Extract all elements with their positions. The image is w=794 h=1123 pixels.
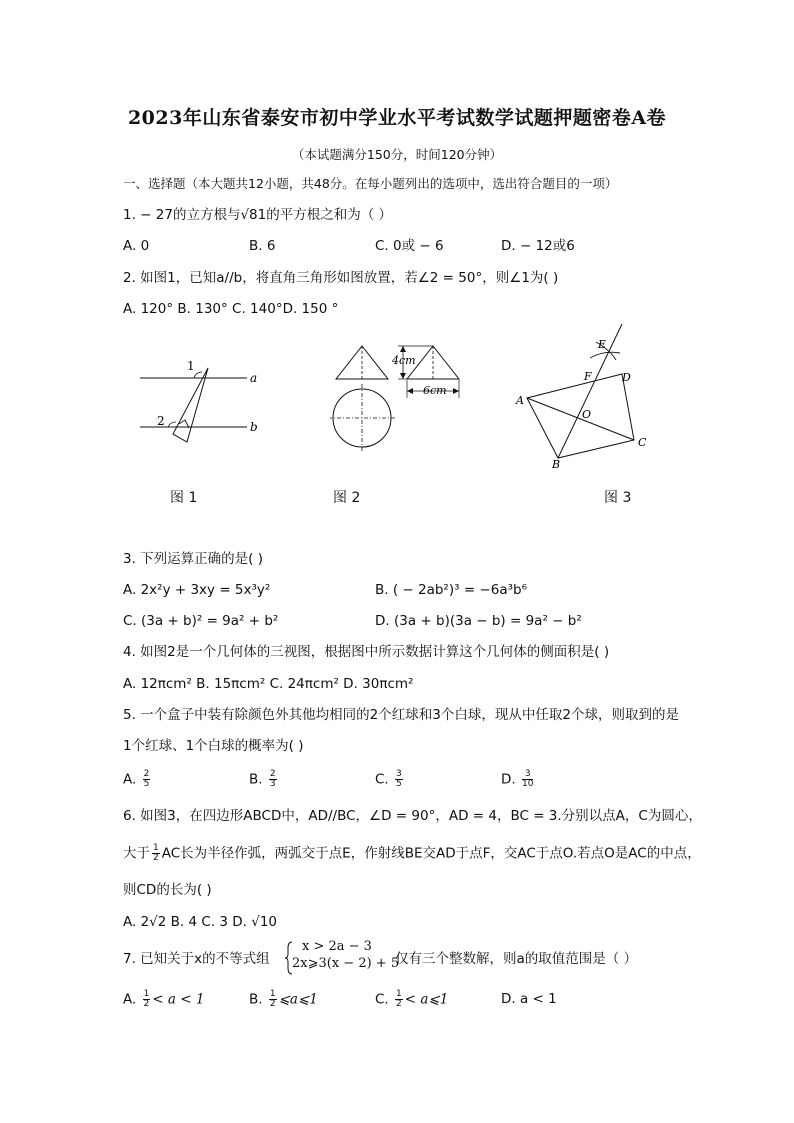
question-3-option-d: D. (3a + b)(3a − b) = 9a² − b² — [375, 613, 582, 629]
figure-2-diagram — [330, 328, 480, 458]
question-5-option-b: B. $\frac{2}{3}$ — [249, 769, 276, 789]
question-7-option-b: B. $\frac{1}{2}$ ⩽a⩽1 — [249, 989, 318, 1009]
inequality-2: 2x⩾3(x − 2) + 5 — [292, 956, 400, 971]
figure-1-label: 图 1 — [170, 490, 198, 506]
question-7-stem-suffix: 仅有三个整数解，则a的取值范围是（ ） — [395, 951, 638, 967]
question-2-options: A. 120° B. 130° C. 140°D. 150 ° — [123, 301, 339, 317]
question-1-option-d: D. − 12或6 — [501, 238, 575, 254]
question-1-stem: 1. − 27的立方根与√81的平方根之和为（ ） — [123, 207, 393, 223]
question-6-options: A. 2√2 B. 4 C. 3 D. √10 — [123, 914, 278, 930]
question-1-option-b: B. 6 — [249, 238, 276, 254]
fraction: $\frac{2}{5}$ — [143, 769, 150, 789]
fraction: $\frac{1}{2}$ — [396, 989, 402, 1009]
question-5-option-a: A. $\frac{2}{5}$ — [123, 769, 150, 789]
fig1-angle-1-label: 1 — [187, 359, 195, 373]
figure-2-label: 图 2 — [333, 490, 361, 506]
question-6-stem-line-1: 6. 如图3，在四边形ABCD中，AD//BC，∠D = 90°，AD = 4，BC = 3.分别以点A，C为圆心， — [123, 808, 702, 824]
fig1-line-a-label: a — [250, 371, 258, 385]
fig3-point-b-label: B — [552, 458, 561, 470]
fig1-line-b-label: b — [250, 420, 258, 434]
figure-1-diagram — [135, 350, 275, 450]
question-5-option-d: D. $\frac{3}{10}$ — [501, 769, 534, 789]
question-1-option-a: A. 0 — [123, 238, 150, 254]
fraction: $\frac{3}{10}$ — [521, 769, 534, 789]
fig3-point-e-label: E — [598, 338, 607, 351]
question-4-options: A. 12πcm² B. 15πcm² C. 24πcm² D. 30πcm² — [123, 676, 414, 692]
fig3-point-o-label: O — [582, 408, 592, 421]
fig3-point-a-label: A — [516, 394, 524, 407]
question-3-stem: 3. 下列运算正确的是( ) — [123, 551, 263, 567]
fig2-height-label: 4cm — [392, 354, 416, 367]
fraction: $\frac{1}{2}$ — [143, 989, 150, 1009]
page-subtitle: （本试题满分150分，时间120分钟） — [291, 147, 503, 162]
question-6-stem-line-2: 大于 $\frac{1}{2}$ AC长为半径作弧，两弧交于点E，作射线BE交AD于点F，交AC于点O.若点O是AC的中点， — [123, 843, 701, 863]
figure-3-diagram — [512, 320, 652, 470]
page-title: 2023年山东省泰安市初中学业水平考试数学试题押题密卷A卷 — [127, 107, 667, 129]
fig3-point-d-label: D — [622, 371, 631, 384]
question-5-stem-line-1: 5. 一个盒子中装有除颜色外其他均相同的2个红球和3个白球，现从中任取2个球，则取到的是 — [123, 707, 679, 723]
question-4-stem: 4. 如图2是一个几何体的三视图，根据图中所示数据计算这个几何体的侧面积是( ) — [123, 644, 610, 660]
question-1-option-c: C. 0或 − 6 — [375, 238, 444, 254]
question-5-option-c: C. $\frac{3}{5}$ — [375, 769, 402, 789]
question-2-stem: 2. 如图1，已知a//b，将直角三角形如图放置，若∠2 = 50°，则∠1为( ) — [123, 270, 559, 286]
question-6-stem-line-3: 则CD的长为( ) — [123, 882, 212, 898]
figure-3-label: 图 3 — [604, 490, 632, 506]
fig3-point-c-label: C — [638, 436, 647, 449]
fraction: $\frac{1}{2}$ — [153, 843, 159, 863]
question-7-stem-prefix: 7. 已知关于x的不等式组 — [123, 951, 270, 967]
question-3-option-c: C. (3a + b)² = 9a² + b² — [123, 613, 279, 629]
question-7-option-c: C. $\frac{1}{2}$ < a⩽1 — [375, 989, 449, 1009]
section-heading: 一、选择题（本大题共12小题，共48分。在每小题列出的选项中，选出符合题目的一项） — [123, 176, 618, 191]
fraction: $\frac{3}{5}$ — [396, 769, 402, 789]
question-7-option-a: A. $\frac{1}{2}$ < a < 1 — [123, 989, 205, 1009]
fig2-width-label: 6cm — [423, 384, 447, 397]
question-3-option-a: A. 2x²y + 3xy = 5x³y² — [123, 582, 271, 598]
fraction: $\frac{1}{2}$ — [269, 989, 276, 1009]
fig1-angle-2-label: 2 — [157, 414, 165, 428]
inequality-1: x > 2a − 3 — [302, 939, 372, 954]
fraction: $\frac{2}{3}$ — [269, 769, 276, 789]
question-3-option-b: B. ( − 2ab²)³ = −6a³b⁶ — [375, 582, 527, 598]
question-5-stem-line-2: 1个红球、1个白球的概率为( ) — [123, 738, 304, 754]
fig3-point-f-label: F — [584, 370, 592, 383]
question-7-option-d: D. a < 1 — [501, 991, 557, 1007]
